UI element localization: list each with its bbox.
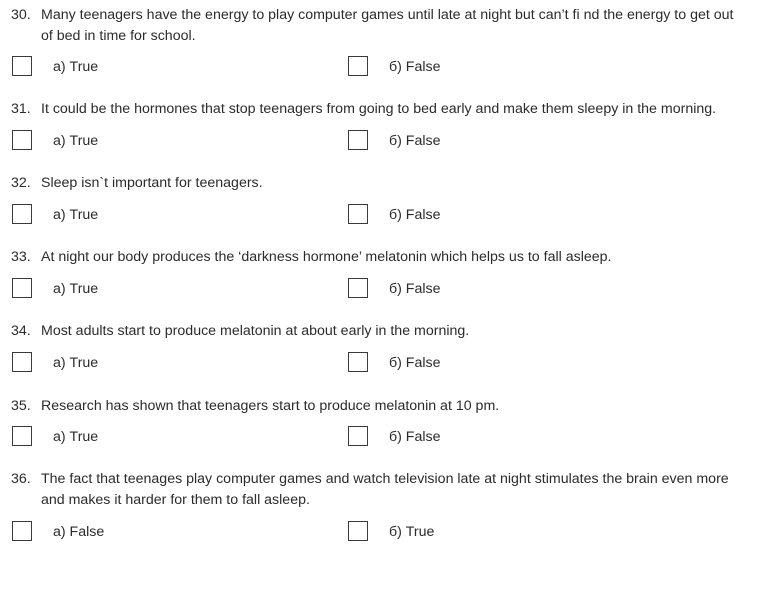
checkbox[interactable] [348,56,368,76]
question-number: 33. [11,249,31,265]
checkbox[interactable] [348,426,368,446]
option-b-label: б) False [389,207,441,223]
option-a-label: а) True [53,355,99,371]
checkbox[interactable] [348,130,368,150]
checkbox[interactable] [12,56,32,76]
option-a-label: а) True [53,207,99,223]
question-text: It could be the hormones that stop teenagers from going to bed early and make them sleepy in the morning. [41,101,717,117]
checkbox[interactable] [12,130,32,150]
question-number: 31. [11,101,31,117]
question-number: 35. [11,398,31,414]
option-b-label: б) False [389,133,441,149]
checkbox[interactable] [12,204,32,224]
question-text: Sleep isn`t important for teenagers. [41,175,263,191]
option-a-label: а) True [53,429,99,445]
option-a-label: а) True [53,59,99,75]
checkbox[interactable] [348,278,368,298]
option-b-label: б) False [389,429,441,445]
question-number: 34. [11,323,31,339]
question-text: Many teenagers have the energy to play computer games until late at night but can’t fi nd the energy to get out of bed in time for school. [41,7,734,44]
option-a-label: а) True [53,281,99,297]
checkbox[interactable] [12,352,32,372]
question-number: 32. [11,175,31,191]
option-b-label: б) False [389,59,441,75]
question-text: Research has shown that teenagers start to produce melatonin at 10 pm. [41,398,500,414]
checkbox[interactable] [12,278,32,298]
checkbox[interactable] [12,521,32,541]
question-text: The fact that teenages play computer games and watch television late at night stimulates the brain even more and makes it harder for them to fall asleep. [41,471,729,508]
option-a-label: а) True [53,133,99,149]
question-text: Most adults start to produce melatonin at about early in the morning. [41,323,470,339]
question-number: 36. [11,471,31,487]
option-b-label: б) False [389,355,441,371]
checkbox[interactable] [348,521,368,541]
checkbox[interactable] [348,352,368,372]
option-b-label: б) True [389,524,435,540]
checkbox[interactable] [348,204,368,224]
option-b-label: б) False [389,281,441,297]
option-a-label: а) False [53,524,105,540]
question-number: 30. [11,7,31,23]
checkbox[interactable] [12,426,32,446]
question-text: At night our body produces the ‘darkness hormone’ melatonin which helps us to fall asleep. [41,249,612,265]
